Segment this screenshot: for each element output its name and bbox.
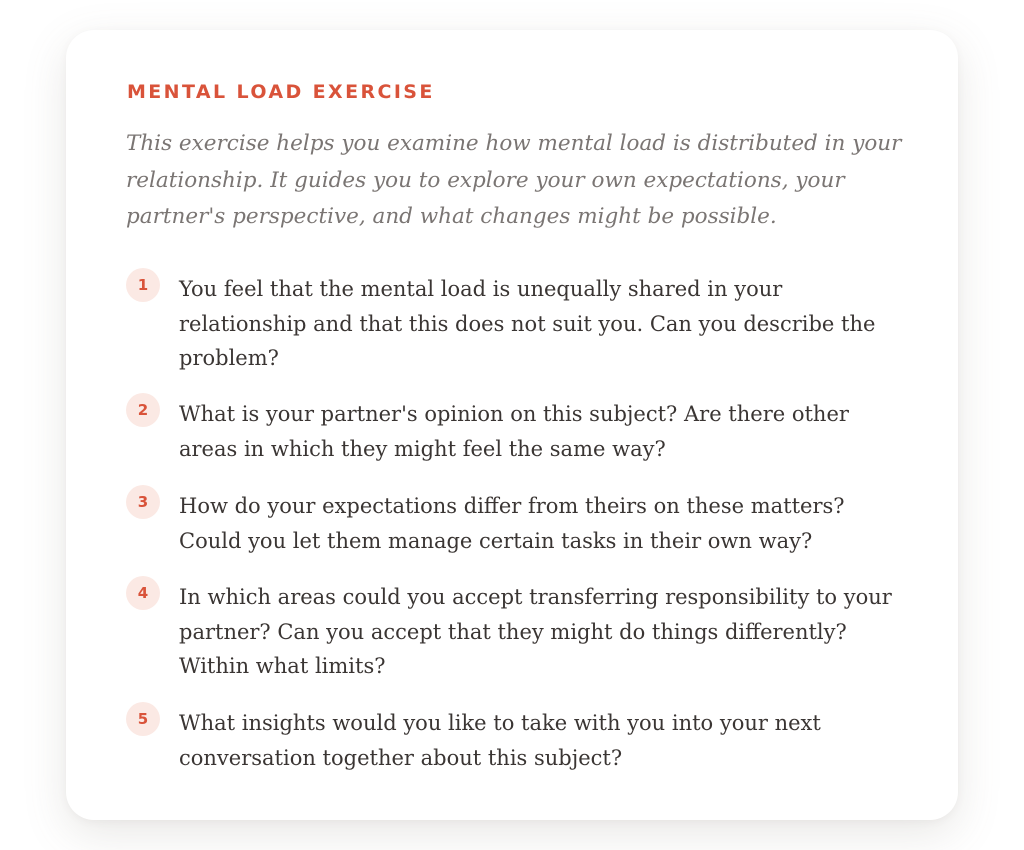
question-number-badge: 3 (126, 485, 160, 519)
question-number-badge: 4 (126, 576, 160, 610)
question-text: In which areas could you accept transferring responsibility to your partner? Can you accept that they might do things differently? Within what limits? (179, 585, 892, 678)
question-number-badge: 5 (126, 702, 160, 736)
question-text: You feel that the mental load is unequally shared in your relationship and that this does not suit you. Can you describe the problem? (179, 277, 876, 370)
question-number-badge: 1 (126, 268, 160, 302)
question-text: What insights would you like to take with you into your next conversation together about this subject? (179, 711, 821, 770)
exercise-card (66, 30, 958, 820)
question-number-badge: 2 (126, 393, 160, 427)
exercise-intro: This exercise helps you examine how mental load is distributed in your relationship. It guides you to explore your own expectations, your partner's perspective, and what changes might be possible. (126, 131, 902, 229)
question-text: How do your expectations differ from theirs on these matters? Could you let them manage certain tasks in their own way? (179, 494, 845, 553)
question-text: What is your partner's opinion on this subject? Are there other areas in which they might feel the same way? (179, 402, 849, 461)
exercise-title: MENTAL LOAD EXERCISE (127, 81, 435, 103)
